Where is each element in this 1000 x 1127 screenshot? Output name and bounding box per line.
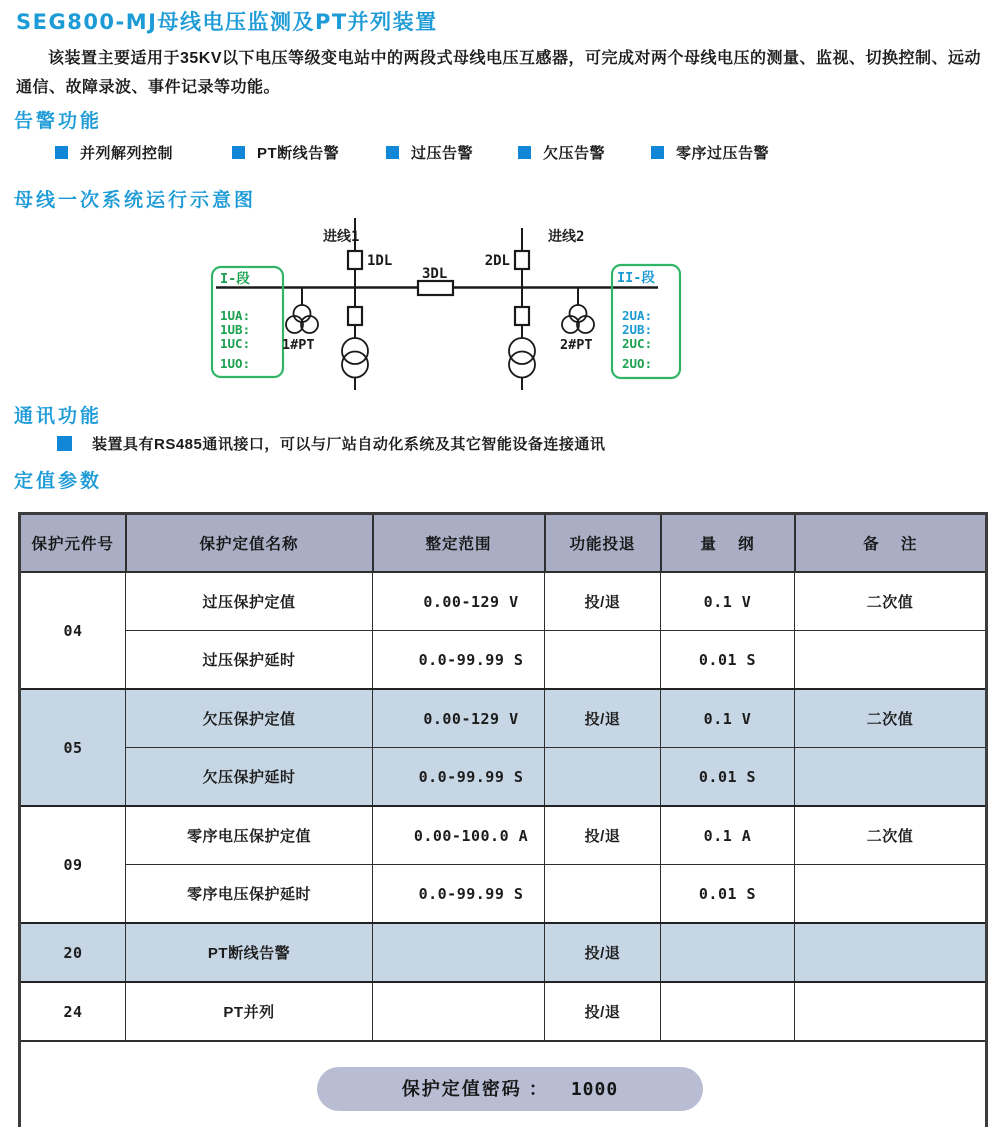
bus1-channel-label: 1UO: bbox=[220, 356, 251, 371]
incoming1-label: 进线1 bbox=[323, 229, 360, 245]
table-row bbox=[20, 923, 987, 982]
bullet-square-icon bbox=[57, 436, 72, 451]
range-cell: 0.0-99.99 S bbox=[373, 748, 545, 807]
password-row bbox=[20, 1041, 987, 1127]
unit-cell: 0.1 V bbox=[661, 689, 795, 748]
password-pill bbox=[317, 1067, 703, 1111]
bus1-channel-label: 1UA: bbox=[220, 308, 251, 323]
note-cell bbox=[795, 748, 987, 807]
range-cell: 0.00-129 V bbox=[373, 572, 545, 631]
unit-cell: 0.1 A bbox=[661, 806, 795, 865]
pt1-label: 1#PT bbox=[282, 337, 315, 353]
table-row bbox=[20, 689, 987, 748]
note-cell bbox=[795, 865, 987, 924]
pt2-label: 2#PT bbox=[560, 337, 593, 353]
alarm-section-heading: 告警功能 bbox=[14, 111, 103, 132]
tie-breaker-symbol bbox=[418, 281, 453, 295]
unit-cell: 0.01 S bbox=[661, 631, 795, 690]
note-cell bbox=[795, 982, 987, 1041]
table-row bbox=[20, 631, 987, 690]
bus1-section-title: I-段 bbox=[220, 271, 250, 287]
bus2-channel-label: 2UO: bbox=[622, 356, 653, 371]
name-cell: 零序电压保护延时 bbox=[126, 865, 373, 924]
bus2-channel-label: 2UC: bbox=[622, 336, 653, 351]
comm-item bbox=[57, 433, 605, 454]
name-cell: 过压保护延时 bbox=[126, 631, 373, 690]
table-row bbox=[20, 572, 987, 631]
unit-cell: 0.1 V bbox=[661, 572, 795, 631]
intro-paragraph: 该装置主要适用于35KV以下电压等级变电站中的两段式母线电压互感器，可完成对两个母线电压的测量、监视、切换控制、远动通信、故障录波、事件记录等功能。 bbox=[16, 50, 982, 96]
incoming2-label: 进线2 bbox=[548, 229, 585, 245]
note-cell bbox=[795, 923, 987, 982]
name-cell: PT断线告警 bbox=[126, 923, 373, 982]
alarm-item bbox=[232, 142, 339, 163]
element-id-cell: 09 bbox=[20, 806, 126, 923]
alarm-item-label: PT断线告警 bbox=[257, 145, 340, 162]
bullet-square-icon bbox=[55, 146, 68, 159]
toggle-cell bbox=[545, 748, 661, 807]
settings-section-heading: 定值参数 bbox=[14, 471, 103, 492]
disconnector2-symbol bbox=[515, 307, 529, 325]
table-row bbox=[20, 865, 987, 924]
alarm-item-label: 并列解列控制 bbox=[80, 145, 174, 162]
col-header-note: 备 注 bbox=[795, 514, 987, 573]
pt1-symbol bbox=[286, 305, 318, 333]
toggle-cell: 投/退 bbox=[545, 689, 661, 748]
unit-cell: 0.01 S bbox=[661, 748, 795, 807]
table-row bbox=[20, 806, 987, 865]
note-cell: 二次值 bbox=[795, 806, 987, 865]
range-cell bbox=[373, 923, 545, 982]
bullet-square-icon bbox=[232, 146, 245, 159]
diagram-section-heading: 母线一次系统运行示意图 bbox=[14, 190, 257, 211]
range-cell: 0.00-129 V bbox=[373, 689, 545, 748]
disconnector1-symbol bbox=[348, 307, 362, 325]
alarm-item-label: 零序过压告警 bbox=[676, 145, 770, 162]
col-header-name: 保护定值名称 bbox=[126, 514, 373, 573]
range-cell bbox=[373, 982, 545, 1041]
bullet-square-icon bbox=[518, 146, 531, 159]
name-cell: 欠压保护延时 bbox=[126, 748, 373, 807]
breaker1-symbol bbox=[348, 251, 362, 269]
bullet-square-icon bbox=[386, 146, 399, 159]
col-header-range: 整定范围 bbox=[373, 514, 545, 573]
alarm-item bbox=[55, 142, 173, 163]
name-cell: PT并列 bbox=[126, 982, 373, 1041]
note-cell: 二次值 bbox=[795, 572, 987, 631]
comm-item-label: 装置具有RS485通讯接口，可以与厂站自动化系统及其它智能设备连接通讯 bbox=[92, 436, 606, 453]
range-cell: 0.00-100.0 A bbox=[373, 806, 545, 865]
unit-cell bbox=[661, 982, 795, 1041]
alarm-item-label: 欠压告警 bbox=[543, 145, 606, 162]
toggle-cell bbox=[545, 865, 661, 924]
table-header-row bbox=[20, 514, 987, 573]
bus2-channel-label: 2UB: bbox=[622, 322, 653, 337]
toggle-cell: 投/退 bbox=[545, 982, 661, 1041]
range-cell: 0.0-99.99 S bbox=[373, 865, 545, 924]
toggle-cell: 投/退 bbox=[545, 572, 661, 631]
toggle-cell: 投/退 bbox=[545, 806, 661, 865]
range-cell: 0.0-99.99 S bbox=[373, 631, 545, 690]
toggle-cell: 投/退 bbox=[545, 923, 661, 982]
toggle-cell bbox=[545, 631, 661, 690]
bus2-channel-label: 2UA: bbox=[622, 308, 653, 323]
table-row bbox=[20, 748, 987, 807]
col-header-unit: 量 纲 bbox=[661, 514, 795, 573]
password-value: 1000 bbox=[570, 1079, 619, 1100]
password-label: 保护定值密码 ： bbox=[401, 1079, 549, 1099]
tie-breaker-label: 3DL bbox=[422, 266, 448, 282]
bullet-square-icon bbox=[651, 146, 664, 159]
breaker2-label: 2DL bbox=[484, 253, 510, 269]
table-row bbox=[20, 982, 987, 1041]
name-cell: 过压保护定值 bbox=[126, 572, 373, 631]
breaker1-label: 1DL bbox=[367, 253, 393, 269]
unit-cell bbox=[661, 923, 795, 982]
settings-table bbox=[18, 512, 988, 1127]
bus2-section-title: II-段 bbox=[617, 270, 655, 286]
name-cell: 欠压保护定值 bbox=[126, 689, 373, 748]
comm-section-heading: 通讯功能 bbox=[14, 406, 103, 427]
note-cell: 二次值 bbox=[795, 689, 987, 748]
alarm-item bbox=[651, 142, 769, 163]
bus-system-diagram bbox=[170, 213, 700, 400]
element-id-cell: 04 bbox=[20, 572, 126, 689]
col-header-toggle: 功能投退 bbox=[545, 514, 661, 573]
alarm-item bbox=[518, 142, 605, 163]
element-id-cell: 20 bbox=[20, 923, 126, 982]
bus1-channel-label: 1UB: bbox=[220, 322, 251, 337]
page-title: SEG800-MJ母线电压监测及PT并列装置 bbox=[16, 10, 438, 34]
col-header-element-id: 保护元件号 bbox=[20, 514, 126, 573]
breaker2-symbol bbox=[515, 251, 529, 269]
element-id-cell: 24 bbox=[20, 982, 126, 1041]
bus1-channel-label: 1UC: bbox=[220, 336, 251, 351]
name-cell: 零序电压保护定值 bbox=[126, 806, 373, 865]
element-id-cell: 05 bbox=[20, 689, 126, 806]
note-cell bbox=[795, 631, 987, 690]
unit-cell: 0.01 S bbox=[661, 865, 795, 924]
pt2-symbol bbox=[562, 305, 594, 333]
alarm-item bbox=[386, 142, 473, 163]
alarm-item-label: 过压告警 bbox=[411, 145, 474, 162]
